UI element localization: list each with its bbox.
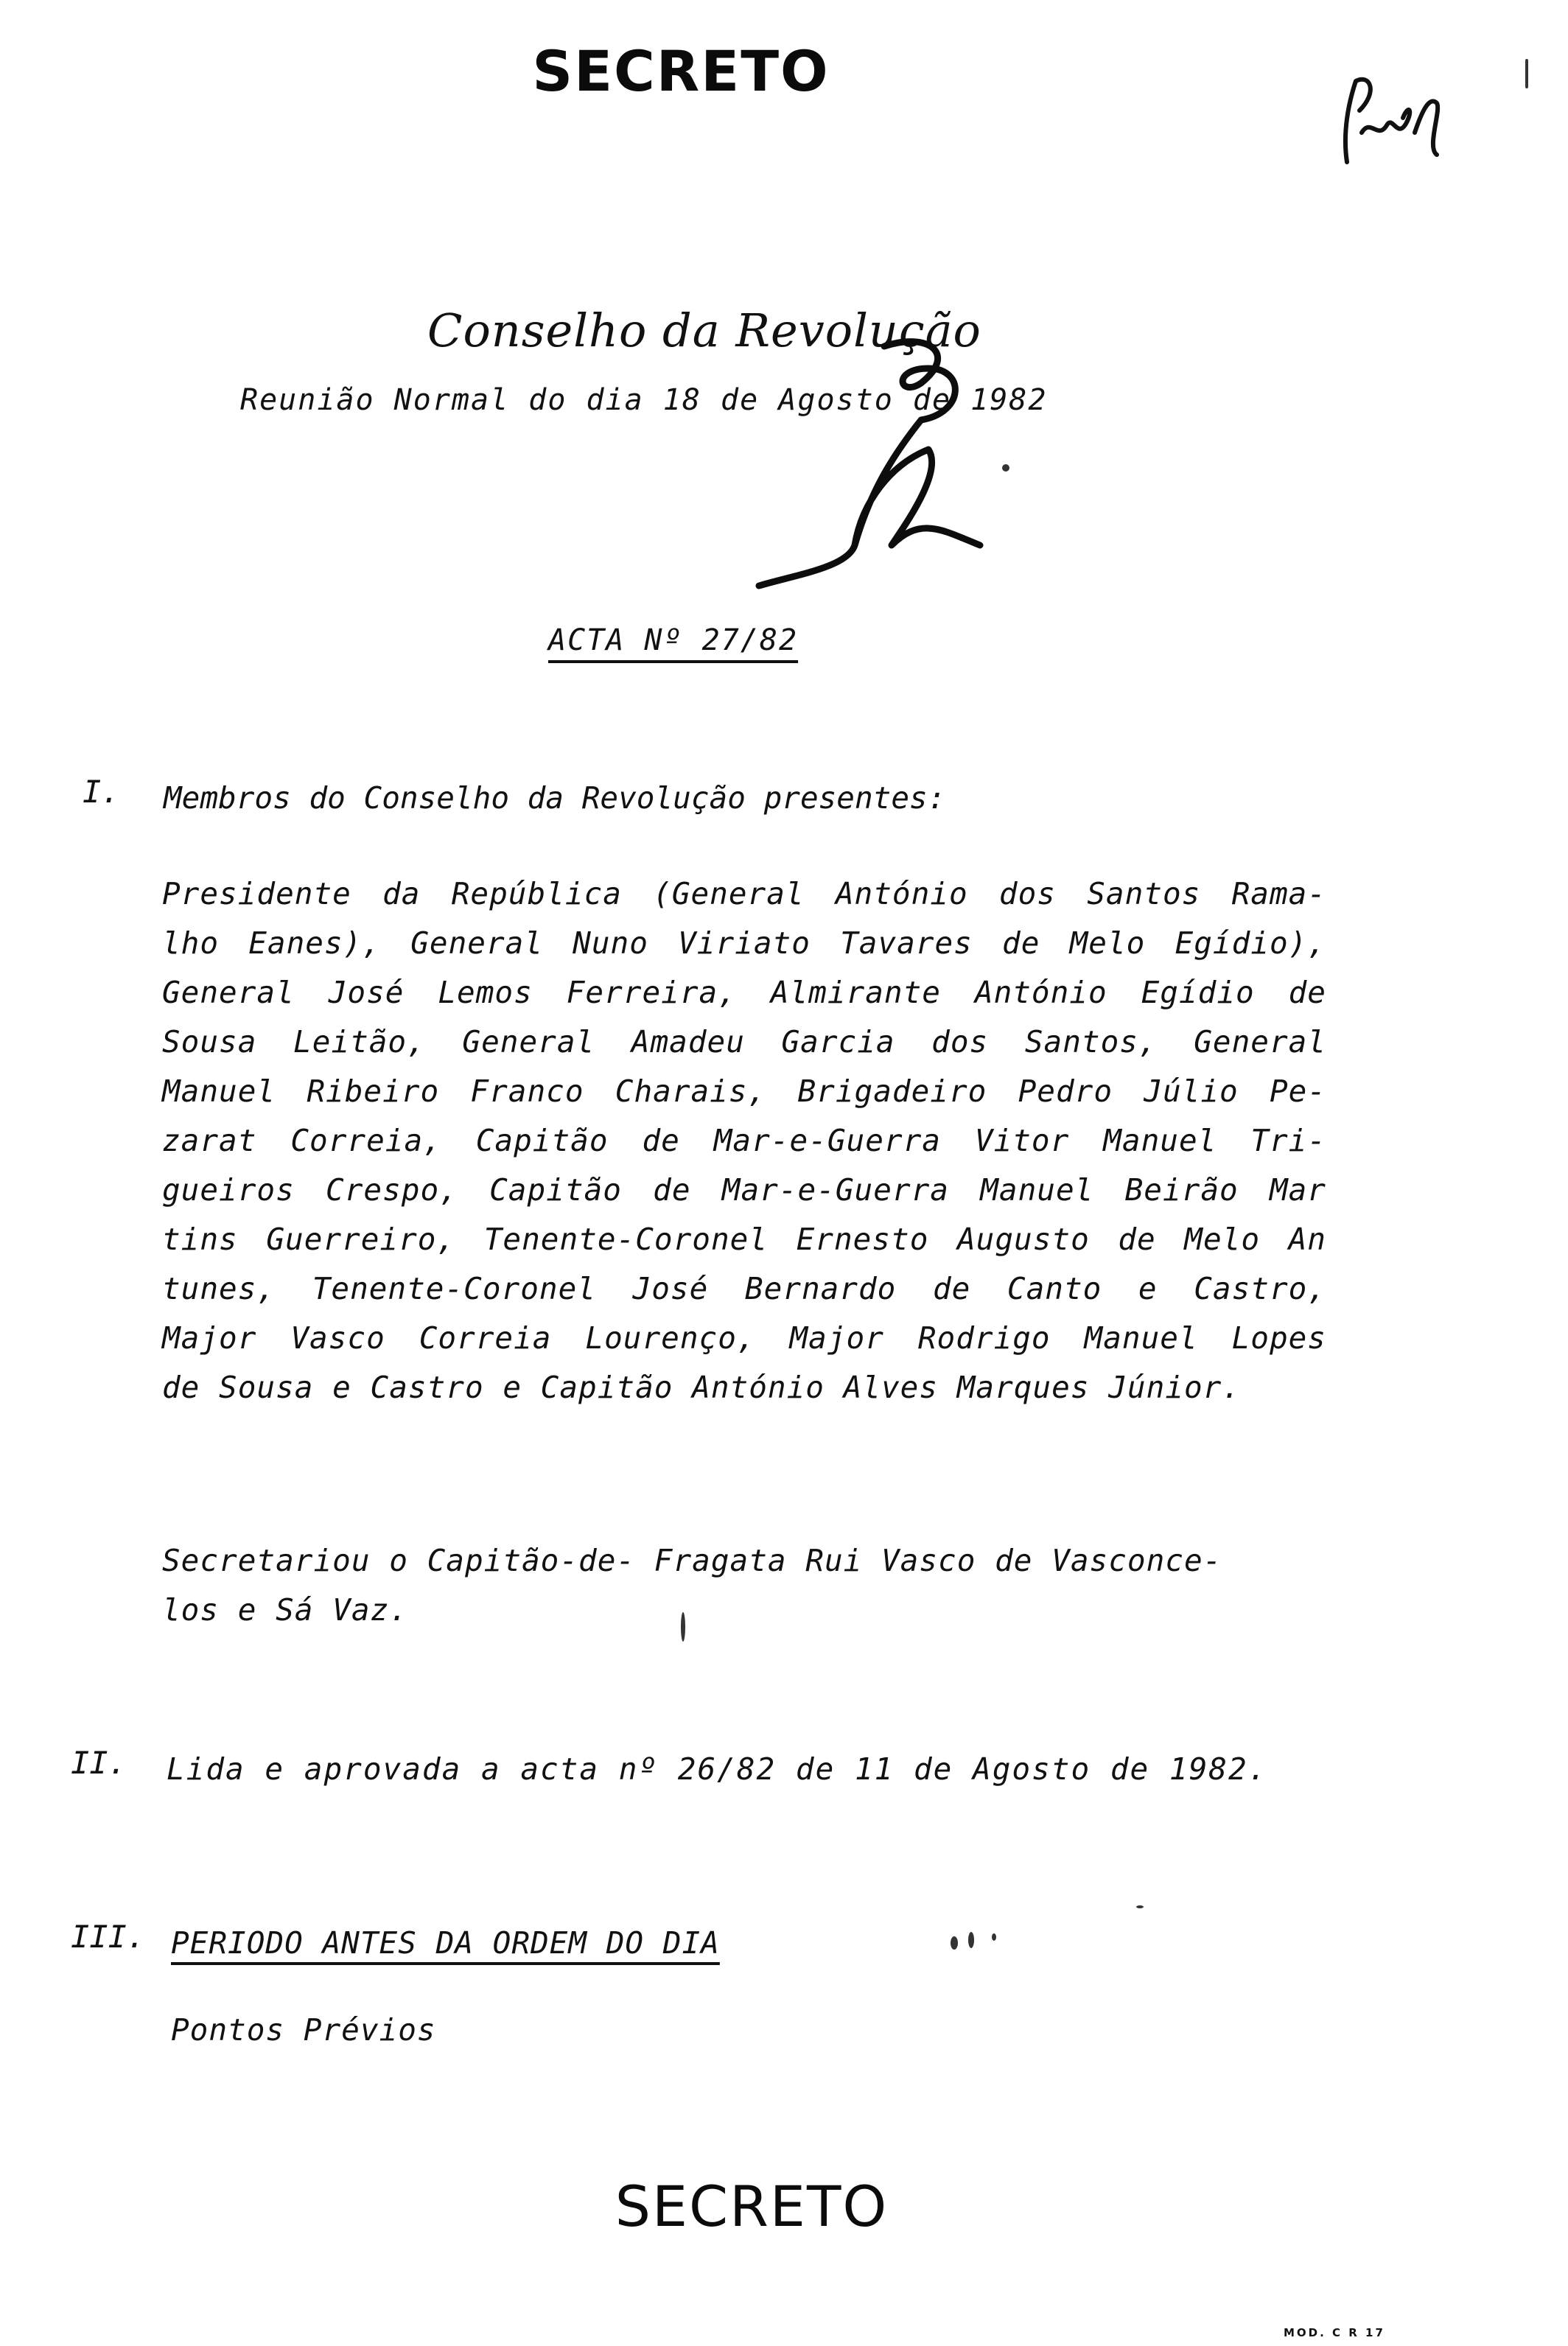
section-1-title: Membros do Conselho da Revolução presentes: [164, 780, 946, 816]
scan-speck [1136, 1905, 1144, 1908]
meeting-date-line: Reunião Normal do dia 18 de Agosto de 1982 [240, 383, 1048, 417]
scan-speck [1525, 59, 1528, 88]
section-2-text: Lida e aprovada a acta nº 26/82 de 11 de Agosto de 1982. [167, 1751, 1268, 1787]
signature [744, 324, 1009, 597]
scan-speck [992, 1933, 996, 1941]
scan-speck [968, 1932, 974, 1948]
members-line: tins Guerreiro, Tenente-Coronel Ernesto Augusto de Melo An [162, 1222, 1326, 1257]
members-line: gueiros Crespo, Capitão de Mar-e-Guerra Manuel Beirão Mar [162, 1172, 1326, 1208]
members-line: General José Lemos Ferreira, Almirante António Egídio de [162, 975, 1326, 1010]
section-1-number: I. [83, 774, 120, 810]
form-code: MOD. C R 17 [1284, 2326, 1385, 2339]
scan-speck [681, 1612, 685, 1642]
members-list [162, 869, 1326, 1412]
members-line: zarat Correia, Capitão de Mar-e-Guerra Vitor Manuel Tri- [162, 1123, 1326, 1158]
secretary-line: Secretariou o Capitão-de- Fragata Rui Vasco de Vasconce- [162, 1543, 1222, 1578]
members-line: lho Eanes), General Nuno Viriato Tavares de Melo Egídio), [162, 925, 1326, 961]
section-3-title: PERIODO ANTES DA ORDEM DO DIA [171, 1925, 720, 1961]
members-line: Major Vasco Correia Lourenço, Major Rodrigo Manuel Lopes [162, 1320, 1326, 1356]
handwritten-initials [1326, 52, 1474, 184]
members-line: Manuel Ribeiro Franco Charais, Brigadeiro Pedro Júlio Pe- [162, 1074, 1326, 1109]
minutes-number: ACTA Nº 27/82 [548, 623, 799, 657]
secretary-line: los e Sá Vaz. [162, 1592, 408, 1628]
members-line: de Sousa e Castro e Capitão António Alves Marques Júnior. [162, 1370, 1241, 1405]
members-line: tunes, Tenente-Coronel José Bernardo de Canto e Castro, [162, 1271, 1326, 1306]
members-line: Sousa Leitão, General Amadeu Garcia dos Santos, General [162, 1024, 1326, 1060]
members-line: Presidente da República (General António dos Santos Rama- [162, 876, 1326, 911]
scan-speck [951, 1936, 958, 1950]
secretary-note [162, 1536, 1297, 1635]
council-heading: Conselho da Revolução [427, 304, 981, 357]
secret-stamp-bottom: SECRETO [615, 2174, 889, 2239]
scan-speck [1002, 464, 1009, 472]
section-2-number: II. [71, 1745, 127, 1781]
section-3-subtitle: Pontos Prévios [171, 2012, 436, 2048]
section-3-number: III. [71, 1919, 146, 1955]
secret-stamp-top: SECRETO [532, 38, 830, 104]
